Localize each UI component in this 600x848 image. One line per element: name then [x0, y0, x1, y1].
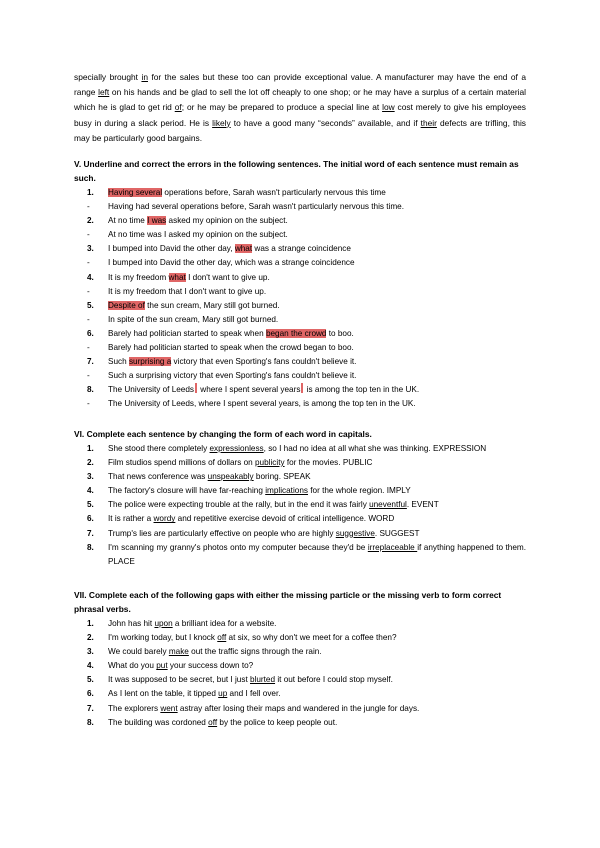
answer-word: expressionless: [209, 444, 264, 453]
intro-underlined-word: left: [98, 87, 110, 98]
sentence-text: your success down to?: [167, 661, 254, 671]
intro-text: ; or he may be prepared to produce a special line at: [181, 102, 383, 113]
sentence-text: victory that even Sporting's fans couldn't believe it.: [171, 357, 357, 367]
sentence-text: I'm scanning my granny's photos onto my computer because they'd be: [108, 542, 368, 552]
item-number: 2.: [87, 458, 94, 468]
answer-word: upon: [154, 619, 173, 628]
intro-text: for the sales but these too can provide exceptional value. A manufacturer may have the end of a range: [74, 72, 526, 98]
item-number: 6.: [87, 328, 94, 338]
sentence-text: I don't want to give up.: [185, 272, 270, 282]
sentence-text: for the movies. PUBLIC: [284, 458, 373, 468]
sentence-text: and repetitive exercise devoid of critical intelligence. WORD: [175, 514, 395, 524]
answer-word: unspeakably: [207, 472, 254, 482]
correction-text: It is my freedom that I don't want to give up.: [108, 286, 267, 296]
error-sentence: [74, 383, 526, 397]
answer-word: off: [217, 633, 227, 643]
answer-word: uneventful: [369, 500, 407, 510]
list-item: [74, 673, 526, 687]
list-item: [74, 659, 526, 673]
section-6-heading: VI. Complete each sentence by changing the form of each word in capitals.: [74, 429, 372, 439]
highlighted-error: I was: [147, 216, 167, 226]
sentence-text: for the whole region. IMPLY: [307, 486, 411, 496]
sentence-text: at six, so why don't we meet for a coffee then?: [226, 633, 397, 643]
sentence-text: The building was cordoned: [108, 717, 209, 727]
sentence-text: operations before, Sarah wasn't particularly nervous this time: [162, 188, 386, 197]
intro-text: on his hands and be glad to sell the lot off cheaply to one shop; or he may have a surplus of a certain material which he is glad to get rid: [74, 87, 526, 113]
comma-error-marker: [195, 383, 197, 393]
list-item: [74, 631, 526, 645]
sentence-text: The police were expecting trouble at the rally, but in the end it was fairly: [108, 500, 370, 510]
sentence-text: boring. SPEAK: [253, 472, 311, 482]
list-item: [74, 702, 526, 716]
item-number: 8.: [87, 385, 94, 395]
highlighted-error: what: [234, 244, 253, 254]
corrected-sentence: [74, 256, 526, 270]
item-number: 3.: [87, 244, 94, 254]
sentence-text: Barely had politician started to speak when: [108, 328, 266, 338]
item-number: 5.: [87, 300, 94, 310]
item-number: 5.: [87, 675, 94, 685]
correction-text: In spite of the sun cream, Mary still got burned.: [108, 314, 279, 324]
highlighted-error: began the crowd: [265, 328, 327, 338]
item-number: 4.: [87, 486, 94, 496]
intro-text: to have a good many “seconds” available, and if: [230, 117, 421, 128]
dash-marker: -: [87, 343, 90, 353]
answer-word: put: [156, 661, 168, 671]
item-number: 8.: [87, 542, 94, 552]
error-sentence: [74, 355, 526, 369]
list-item: [74, 716, 526, 730]
sentence-text: Such: [108, 357, 129, 367]
correction-text: I bumped into David the other day, which was a strange coincidence: [108, 258, 355, 268]
sentence-text: asked my opinion on the subject.: [166, 216, 288, 226]
corrected-sentence: [74, 228, 526, 242]
sentence-text: The University of Leeds: [108, 385, 195, 395]
sentence-text: is among the top ten in the UK.: [304, 385, 420, 395]
section-5-list: [74, 186, 526, 412]
sentence-text: was a strange coincidence: [252, 244, 351, 254]
section-5-heading: V. Underline and correct the errors in the following sentences. The initial word of each sentence must remain as such.: [74, 159, 519, 183]
corrected-sentence: [74, 369, 526, 383]
sentence-text: I'm working today, but I knock: [108, 633, 218, 643]
list-item: [74, 527, 526, 541]
intro-underlined-word: low: [382, 102, 395, 113]
sentence-text: and I fell over.: [227, 689, 281, 699]
answer-word: suggestive: [335, 528, 375, 538]
error-sentence: [74, 186, 526, 200]
sentence-text: a brilliant idea for a website.: [172, 619, 277, 628]
answer-word: up: [218, 689, 228, 699]
sentence-text: That news conference was: [108, 472, 208, 482]
sentence-text: it out before I could stop myself.: [275, 675, 393, 685]
answer-word: wordy: [153, 514, 176, 524]
intro-underlined-word: of: [174, 102, 182, 113]
item-number: 6.: [87, 689, 94, 699]
answer-word: implications: [265, 486, 308, 496]
intro-text: defects are trifling, this may be particularly good bargains.: [74, 117, 526, 143]
item-number: 3.: [87, 647, 94, 657]
highlighted-error: Despite of: [108, 300, 145, 310]
answer-word: irreplaceable: [367, 542, 418, 552]
sentence-text: John has hit: [108, 619, 155, 628]
list-item: [74, 541, 526, 569]
error-sentence: [74, 299, 526, 313]
intro-underlined-word: in: [141, 72, 148, 82]
error-sentence: [74, 214, 526, 228]
intro-paragraph: [74, 70, 526, 146]
dash-marker: -: [87, 399, 90, 409]
sentence-text: What do you: [108, 661, 157, 671]
sentence-text: by the police to keep people out.: [217, 717, 338, 727]
corrected-sentence: [74, 200, 526, 214]
sentence-text: Trump's lies are particularly effective on people who are highly: [108, 528, 336, 538]
answer-word: make: [168, 647, 189, 657]
sentence-text: The explorers: [108, 703, 161, 713]
intro-text: specially brought: [74, 72, 142, 82]
intro-text: cost merely to give his employees busy in during a slack period. He is: [74, 102, 526, 128]
answer-word: went: [160, 703, 178, 713]
sentence-text: I bumped into David the other day,: [108, 244, 235, 254]
item-number: 3.: [87, 472, 94, 482]
corrected-sentence: [74, 285, 526, 299]
dash-marker: -: [87, 371, 90, 381]
list-item: [74, 484, 526, 498]
section-7-heading: VII. Complete each of the following gaps with either the missing particle or the missing verb to form correct phrasal verbs.: [74, 590, 502, 614]
sentence-text: out the traffic signs through the rain.: [188, 647, 322, 657]
corrected-sentence: [74, 341, 526, 355]
corrected-sentence: [74, 397, 526, 411]
error-sentence: [74, 271, 526, 285]
sentence-text: As I lent on the table, it tipped: [108, 689, 219, 699]
section-7-list: [74, 617, 526, 730]
item-number: 5.: [87, 500, 94, 510]
item-number: 4.: [87, 661, 94, 671]
sentence-text: the sun cream, Mary still got burned.: [144, 300, 280, 310]
answer-word: publicity: [254, 458, 285, 468]
sentence-text: where I spent several years: [198, 385, 301, 395]
item-number: 7.: [87, 528, 94, 538]
dash-marker: -: [87, 202, 90, 212]
list-item: [74, 456, 526, 470]
sentence-text: if anything happened to them. PLACE: [108, 542, 527, 566]
item-number: 4.: [87, 272, 94, 282]
highlighted-error: what: [168, 272, 186, 282]
sentence-text: . EVENT: [406, 500, 439, 510]
item-number: 6.: [87, 514, 94, 524]
highlighted-error: Having several: [108, 188, 163, 197]
list-item: [74, 498, 526, 512]
item-number: 1.: [87, 444, 94, 453]
answer-word: blurted: [250, 675, 276, 685]
list-item: [74, 470, 526, 484]
list-item: [74, 442, 526, 456]
list-item: [74, 617, 526, 631]
sentence-text: At no time: [108, 216, 148, 226]
dash-marker: -: [87, 258, 90, 268]
error-sentence: [74, 327, 526, 341]
sentence-text: The factory's closure will have far-reaching: [108, 486, 266, 496]
correction-text: At no time was I asked my opinion on the subject.: [108, 230, 288, 240]
sentence-text: It was supposed to be secret, but I just: [108, 675, 250, 685]
item-number: 2.: [87, 216, 94, 226]
sentence-text: It is my freedom: [108, 272, 169, 282]
sentence-text: She stood there completely: [108, 444, 210, 453]
item-number: 1.: [87, 619, 94, 628]
corrected-sentence: [74, 313, 526, 327]
list-item: [74, 645, 526, 659]
item-number: 1.: [87, 188, 94, 197]
highlighted-error: surprising a: [128, 357, 172, 367]
dash-marker: -: [87, 230, 90, 240]
dash-marker: -: [87, 286, 90, 296]
list-item: [74, 512, 526, 526]
dash-marker: -: [87, 314, 90, 324]
sentence-text: to boo.: [326, 328, 354, 338]
answer-word: off: [208, 717, 218, 727]
error-sentence: [74, 242, 526, 256]
list-item: [74, 687, 526, 701]
sentence-text: It is rather a: [108, 514, 154, 524]
item-number: 7.: [87, 357, 94, 367]
correction-text: Such a surprising victory that even Sporting's fans couldn't believe it.: [108, 371, 357, 381]
item-number: 7.: [87, 703, 94, 713]
sentence-text: Film studios spend millions of dollars on: [108, 458, 255, 468]
intro-underlined-word: their: [420, 117, 437, 128]
sentence-text: . SUGGEST: [374, 528, 420, 538]
sentence-text: We could barely: [108, 647, 169, 657]
item-number: 8.: [87, 717, 94, 727]
correction-text: Barely had politician started to speak when the crowd began to boo.: [108, 343, 354, 353]
sentence-text: astray after losing their maps and wandered in the jungle for days.: [177, 703, 420, 713]
correction-text: The University of Leeds, where I spent several years, is among the top ten in the UK.: [108, 399, 416, 409]
correction-text: Having had several operations before, Sarah wasn't particularly nervous this time.: [108, 202, 405, 212]
sentence-text: , so I had no idea at all what she was thinking. EXPRESSION: [263, 444, 487, 453]
intro-underlined-word: likely: [212, 117, 231, 128]
section-6-list: [74, 442, 526, 569]
item-number: 2.: [87, 633, 94, 643]
